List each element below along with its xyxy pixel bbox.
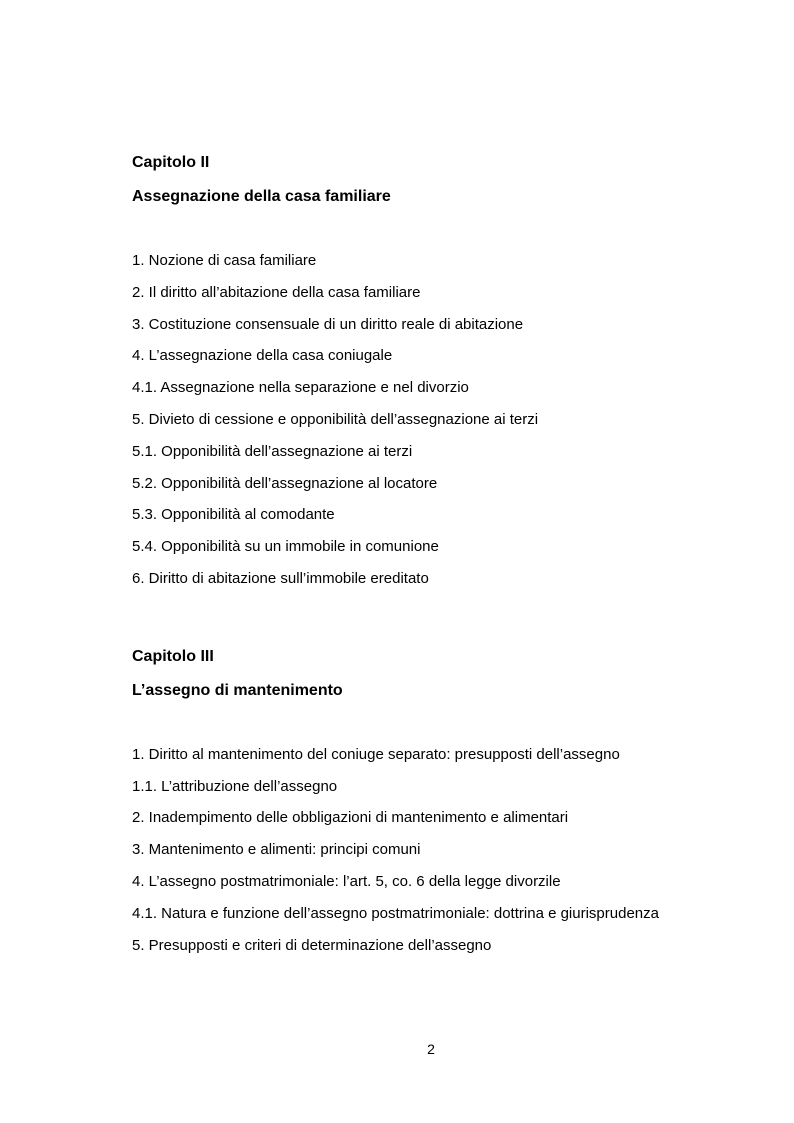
toc-entry: 3. Mantenimento e alimenti: principi comuni	[132, 841, 421, 859]
chapter-number: Capitolo II	[132, 154, 210, 171]
toc-entry: 4.1. Assegnazione nella separazione e nel divorzio	[132, 379, 469, 397]
toc-entry: 4.1. Natura e funzione dell’assegno postmatrimoniale: dottrina e giurisprudenza	[132, 904, 659, 922]
chapter-3	[132, 641, 680, 962]
toc-entry: 4. L’assegnazione della casa coniugale	[132, 347, 393, 365]
toc-entry: 1.1. L’attribuzione dell’assegno	[132, 777, 338, 795]
toc-entry: 5.4. Opponibilità su un immobile in comunione	[132, 538, 439, 556]
page-number: 2	[427, 1041, 435, 1057]
toc-entry: 5. Presupposti e criteri di determinazione dell’assegno	[132, 936, 492, 954]
chapter-entries	[132, 245, 680, 595]
toc-entry: 5. Divieto di cessione e opponibilità dell’assegnazione ai terzi	[132, 410, 539, 428]
toc-entry: 1. Nozione di casa familiare	[132, 252, 317, 269]
toc-entry: 5.2. Opponibilità dell’assegnazione al locatore	[132, 474, 438, 492]
toc-entry: 6. Diritto di abitazione sull’immobile ereditato	[132, 569, 429, 587]
chapter-2	[132, 147, 680, 595]
toc-entry: 5.1. Opponibilità dell’assegnazione ai terzi	[132, 442, 413, 460]
toc-entry: 5.3. Opponibilità al comodante	[132, 506, 335, 524]
toc-entry: 1. Diritto al mantenimento del coniuge separato: presupposti dell’assegno	[132, 745, 620, 763]
toc-entry: 3. Costituzione consensuale di un diritto reale di abitazione	[132, 315, 524, 333]
chapter-title: Assegnazione della casa familiare	[132, 188, 391, 205]
chapter-entries	[132, 739, 680, 962]
chapter-title: L’assegno di mantenimento	[132, 681, 343, 699]
table-of-contents	[132, 147, 680, 961]
toc-entry: 2. Il diritto all’abitazione della casa familiare	[132, 283, 421, 301]
toc-entry: 4. L’assegno postmatrimoniale: l’art. 5, co. 6 della legge divorzile	[132, 872, 561, 890]
chapter-number: Capitolo III	[132, 647, 214, 665]
toc-entry: 2. Inadempimento delle obbligazioni di mantenimento e alimentari	[132, 809, 569, 827]
